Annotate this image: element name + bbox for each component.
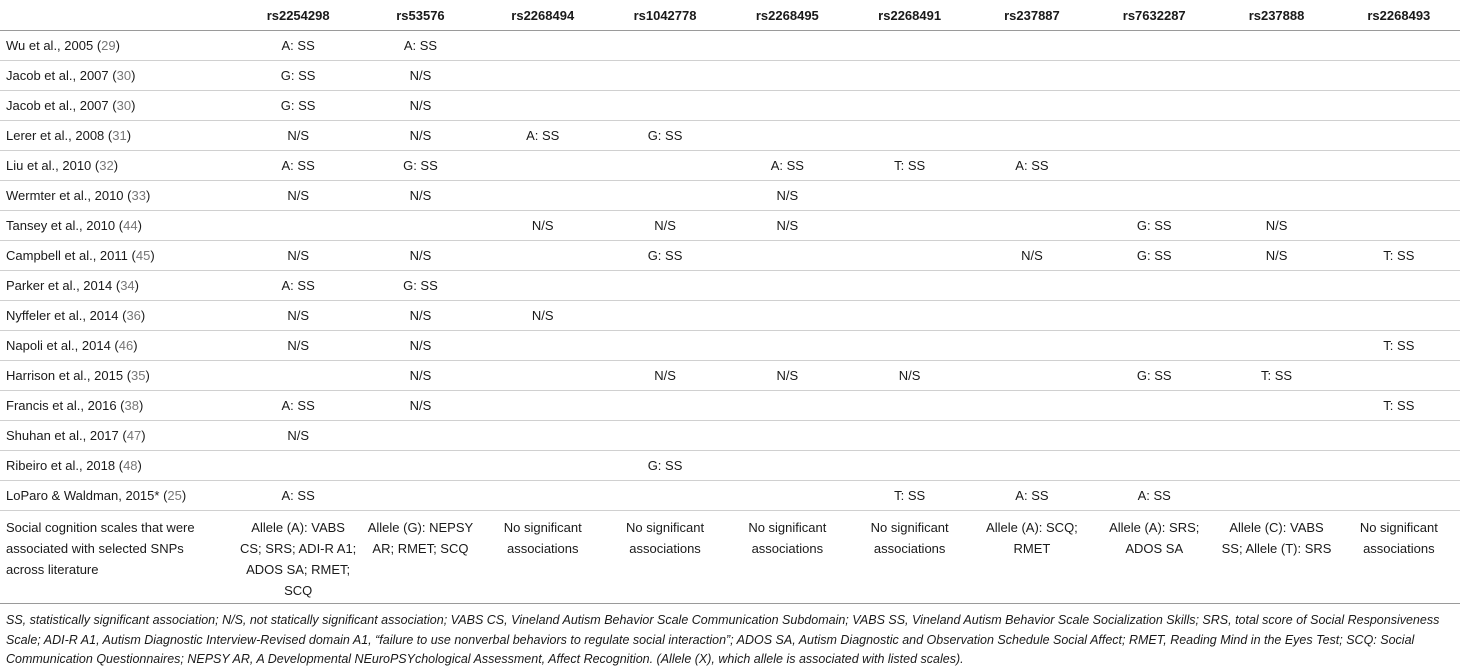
result-cell — [1338, 481, 1460, 511]
header-snp: rs237888 — [1215, 0, 1337, 31]
result-cell — [604, 421, 726, 451]
header-snp: rs2268493 — [1338, 0, 1460, 31]
result-cell: N/S — [726, 211, 848, 241]
result-cell — [1093, 421, 1215, 451]
result-cell: N/S — [604, 361, 726, 391]
result-cell — [726, 481, 848, 511]
summary-cell: No significant associations — [482, 511, 604, 604]
result-cell — [1093, 91, 1215, 121]
table-row — [0, 181, 1460, 211]
result-cell — [1215, 331, 1337, 361]
result-cell: N/S — [359, 91, 481, 121]
result-cell — [482, 31, 604, 61]
table-row — [0, 61, 1460, 91]
result-cell — [237, 361, 359, 391]
result-cell: G: SS — [1093, 241, 1215, 271]
table-row — [0, 121, 1460, 151]
result-cell — [237, 451, 359, 481]
reference-link[interactable]: 34 — [120, 278, 135, 293]
result-cell: A: SS — [237, 391, 359, 421]
reference-link[interactable]: 46 — [118, 338, 134, 353]
result-cell: A: SS — [359, 31, 481, 61]
result-cell — [1215, 451, 1337, 481]
result-cell: N/S — [726, 181, 848, 211]
result-cell: N/S — [1215, 241, 1337, 271]
study-cell: Jacob et al., 2007 (30) — [0, 61, 237, 91]
result-cell — [726, 421, 848, 451]
table-row — [0, 151, 1460, 181]
result-cell — [971, 211, 1093, 241]
summary-row — [0, 511, 1460, 604]
result-cell: N/S — [359, 61, 481, 91]
table-row — [0, 301, 1460, 331]
result-cell — [971, 121, 1093, 151]
study-name: Napoli et al., 2014 — [6, 338, 111, 353]
result-cell — [604, 31, 726, 61]
result-cell — [1093, 271, 1215, 301]
result-cell: N/S — [359, 331, 481, 361]
result-cell — [726, 271, 848, 301]
result-cell: N/S — [237, 331, 359, 361]
result-cell — [1093, 391, 1215, 421]
result-cell: A: SS — [971, 151, 1093, 181]
summary-cell: Allele (A): VABS CS; SRS; ADI-R A1; ADOS SA; RMET; SCQ — [237, 511, 359, 604]
result-cell: N/S — [848, 361, 970, 391]
study-name: LoParo & Waldman, 2015* — [6, 488, 160, 503]
result-cell — [971, 61, 1093, 91]
result-cell: N/S — [604, 211, 726, 241]
result-cell: N/S — [237, 241, 359, 271]
result-cell — [848, 31, 970, 61]
study-cell: Parker et al., 2014 (34) — [0, 271, 237, 301]
result-cell — [848, 391, 970, 421]
result-cell: A: SS — [1093, 481, 1215, 511]
result-cell: G: SS — [237, 91, 359, 121]
result-cell — [971, 181, 1093, 211]
study-cell: Lerer et al., 2008 (31) — [0, 121, 237, 151]
result-cell: N/S — [482, 211, 604, 241]
study-cell: Wermter et al., 2010 (33) — [0, 181, 237, 211]
table-row — [0, 241, 1460, 271]
study-name: Francis et al., 2016 — [6, 398, 117, 413]
reference-link[interactable]: 38 — [124, 398, 139, 413]
result-cell — [971, 451, 1093, 481]
result-cell — [726, 391, 848, 421]
result-cell — [482, 451, 604, 481]
result-cell — [1338, 271, 1460, 301]
header-snp: rs2268494 — [482, 0, 604, 31]
header-snp: rs53576 — [359, 0, 481, 31]
result-cell — [1338, 361, 1460, 391]
reference-link[interactable]: 30 — [116, 68, 132, 83]
result-cell — [1215, 121, 1337, 151]
result-cell — [359, 481, 481, 511]
result-cell: T: SS — [1338, 331, 1460, 361]
result-cell — [1093, 151, 1215, 181]
table-row — [0, 481, 1460, 511]
result-cell — [604, 331, 726, 361]
study-name: Ribeiro et al., 2018 — [6, 458, 116, 473]
result-cell: N/S — [359, 361, 481, 391]
result-cell — [482, 61, 604, 91]
summary-label: Social cognition scales that were associated with selected SNPs across literature — [0, 511, 237, 604]
result-cell — [1338, 31, 1460, 61]
summary-cell: No significant associations — [1338, 511, 1460, 604]
result-cell: G: SS — [359, 151, 481, 181]
result-cell — [482, 421, 604, 451]
study-cell: Liu et al., 2010 (32) — [0, 151, 237, 181]
result-cell — [1215, 271, 1337, 301]
result-cell — [482, 331, 604, 361]
result-cell — [971, 301, 1093, 331]
table-row — [0, 271, 1460, 301]
result-cell — [971, 391, 1093, 421]
result-cell — [1215, 151, 1337, 181]
study-name: Wu et al., 2005 — [6, 38, 94, 53]
result-cell — [604, 271, 726, 301]
result-cell: N/S — [237, 181, 359, 211]
table-body — [0, 31, 1460, 604]
table-footnote: SS, statistically significant association; N/S, not statically significant association; VABS CS, Vineland Autism Behavior Scale Communication Subdomain; VABS SS, Vineland Autism Behavior Scale Socialization Skills; SRS, total score of Social Responsiveness Scale; ADI-R A1, Autism Diagnostic Interview-Revised domain A1, “failure to use nonverbal behaviors to regulate social interaction”; ADOS SA, Autism Diagnostic and Observation Schedule Social Affect; RMET, Reading Mind in the Eyes Test; SCQ: Social Communication Questionnaires; NEPSY AR, A Developmental NEuroPSYchological Assessment, Affect Recognition. (Allele (X), which allele is associated with listed scales). — [6, 613, 1440, 666]
study-cell: Shuhan et al., 2017 (47) — [0, 421, 237, 451]
result-cell: N/S — [482, 301, 604, 331]
result-cell: G: SS — [359, 271, 481, 301]
header-snp: rs2268495 — [726, 0, 848, 31]
header-snp: rs7632287 — [1093, 0, 1215, 31]
result-cell — [726, 61, 848, 91]
result-cell — [359, 421, 481, 451]
result-cell: N/S — [971, 241, 1093, 271]
result-cell: T: SS — [1338, 241, 1460, 271]
result-cell: G: SS — [237, 61, 359, 91]
result-cell — [482, 91, 604, 121]
result-cell — [848, 241, 970, 271]
result-cell: A: SS — [237, 481, 359, 511]
result-cell — [848, 421, 970, 451]
study-cell: Campbell et al., 2011 (45) — [0, 241, 237, 271]
result-cell: G: SS — [604, 241, 726, 271]
result-cell — [482, 241, 604, 271]
result-cell — [1093, 121, 1215, 151]
result-cell: A: SS — [237, 31, 359, 61]
result-cell: A: SS — [482, 121, 604, 151]
table-row — [0, 91, 1460, 121]
result-cell — [848, 121, 970, 151]
table-row — [0, 451, 1460, 481]
result-cell — [726, 301, 848, 331]
study-name: Shuhan et al., 2017 — [6, 428, 119, 443]
result-cell — [848, 211, 970, 241]
table-row — [0, 211, 1460, 241]
result-cell: N/S — [359, 391, 481, 421]
study-name: Liu et al., 2010 — [6, 158, 92, 173]
result-cell — [848, 301, 970, 331]
result-cell: T: SS — [848, 481, 970, 511]
header-snp: rs2254298 — [237, 0, 359, 31]
study-cell: Tansey et al., 2010 (44) — [0, 211, 237, 241]
result-cell — [726, 241, 848, 271]
result-cell — [848, 91, 970, 121]
result-cell — [604, 151, 726, 181]
result-cell — [848, 451, 970, 481]
header-study — [0, 0, 237, 31]
summary-cell: Allele (A): SCQ; RMET — [971, 511, 1093, 604]
result-cell — [971, 31, 1093, 61]
reference-link[interactable]: 48 — [123, 458, 138, 473]
result-cell — [1093, 61, 1215, 91]
result-cell — [1338, 151, 1460, 181]
result-cell — [604, 91, 726, 121]
summary-cell: No significant associations — [604, 511, 726, 604]
study-cell: LoParo & Waldman, 2015* (25) — [0, 481, 237, 511]
result-cell — [1093, 181, 1215, 211]
result-cell: N/S — [237, 421, 359, 451]
result-cell — [971, 331, 1093, 361]
result-cell — [971, 361, 1093, 391]
result-cell — [1215, 31, 1337, 61]
result-cell: N/S — [726, 361, 848, 391]
result-cell: A: SS — [726, 151, 848, 181]
result-cell — [237, 211, 359, 241]
header-snp: rs237887 — [971, 0, 1093, 31]
result-cell: A: SS — [971, 481, 1093, 511]
header-snp: rs2268491 — [848, 0, 970, 31]
result-cell — [726, 121, 848, 151]
result-cell: N/S — [359, 241, 481, 271]
header-snp: rs1042778 — [604, 0, 726, 31]
result-cell — [1215, 421, 1337, 451]
result-cell — [482, 271, 604, 301]
result-cell — [971, 271, 1093, 301]
reference-link[interactable]: 33 — [131, 188, 146, 203]
result-cell — [1338, 451, 1460, 481]
study-cell: Harrison et al., 2015 (35) — [0, 361, 237, 391]
table-row — [0, 331, 1460, 361]
result-cell: N/S — [237, 121, 359, 151]
result-cell — [482, 391, 604, 421]
study-name: Harrison et al., 2015 — [6, 368, 124, 383]
result-cell — [1215, 91, 1337, 121]
result-cell — [482, 181, 604, 211]
result-cell: N/S — [1215, 211, 1337, 241]
result-cell — [482, 151, 604, 181]
result-cell — [482, 361, 604, 391]
study-name: Jacob et al., 2007 — [6, 68, 109, 83]
result-cell — [604, 181, 726, 211]
result-cell: T: SS — [1215, 361, 1337, 391]
result-cell: T: SS — [848, 151, 970, 181]
study-name: Jacob et al., 2007 — [6, 98, 109, 113]
result-cell — [1215, 301, 1337, 331]
result-cell — [1215, 61, 1337, 91]
result-cell: G: SS — [604, 121, 726, 151]
study-cell: Wu et al., 2005 (29) — [0, 31, 237, 61]
reference-link[interactable]: 45 — [135, 248, 151, 263]
result-cell — [1215, 481, 1337, 511]
reference-link[interactable]: 31 — [112, 128, 127, 143]
summary-cell: No significant associations — [726, 511, 848, 604]
table-row — [0, 391, 1460, 421]
result-cell — [848, 181, 970, 211]
reference-link[interactable]: 32 — [99, 158, 114, 173]
result-cell — [848, 331, 970, 361]
summary-cell: Allele (G): NEPSY AR; RMET; SCQ — [359, 511, 481, 604]
result-cell — [604, 301, 726, 331]
result-cell — [359, 211, 481, 241]
result-cell: N/S — [237, 301, 359, 331]
result-cell: N/S — [359, 181, 481, 211]
result-cell — [1338, 61, 1460, 91]
table-row — [0, 31, 1460, 61]
reference-link[interactable]: 36 — [126, 308, 141, 323]
result-cell: N/S — [359, 121, 481, 151]
reference-link[interactable]: 47 — [126, 428, 142, 443]
study-name: Nyffeler et al., 2014 — [6, 308, 119, 323]
result-cell — [848, 271, 970, 301]
result-cell — [1215, 391, 1337, 421]
result-cell — [604, 391, 726, 421]
result-cell — [1338, 301, 1460, 331]
result-cell — [1093, 451, 1215, 481]
result-cell — [1093, 31, 1215, 61]
result-cell — [971, 91, 1093, 121]
result-cell — [1338, 211, 1460, 241]
study-cell: Nyffeler et al., 2014 (36) — [0, 301, 237, 331]
result-cell — [1215, 181, 1337, 211]
result-cell — [604, 61, 726, 91]
result-cell — [726, 451, 848, 481]
result-cell: G: SS — [1093, 361, 1215, 391]
result-cell: A: SS — [237, 151, 359, 181]
study-cell: Jacob et al., 2007 (30) — [0, 91, 237, 121]
reference-link[interactable]: 30 — [116, 98, 132, 113]
result-cell — [1093, 331, 1215, 361]
result-cell: A: SS — [237, 271, 359, 301]
table-row — [0, 361, 1460, 391]
result-cell — [726, 331, 848, 361]
result-cell — [604, 481, 726, 511]
result-cell — [1338, 121, 1460, 151]
reference-link[interactable]: 25 — [167, 488, 182, 503]
result-cell — [359, 451, 481, 481]
study-name: Parker et al., 2014 — [6, 278, 113, 293]
result-cell — [1338, 421, 1460, 451]
study-name: Wermter et al., 2010 — [6, 188, 124, 203]
study-name: Tansey et al., 2010 — [6, 218, 116, 233]
header-row — [0, 0, 1460, 31]
result-cell — [1338, 181, 1460, 211]
study-cell: Francis et al., 2016 (38) — [0, 391, 237, 421]
study-name: Lerer et al., 2008 — [6, 128, 105, 143]
reference-link[interactable]: 29 — [101, 38, 116, 53]
result-cell — [1338, 91, 1460, 121]
summary-cell: Allele (C): VABS SS; Allele (T): SRS — [1215, 511, 1337, 604]
result-cell: T: SS — [1338, 391, 1460, 421]
study-cell: Ribeiro et al., 2018 (48) — [0, 451, 237, 481]
result-cell — [848, 61, 970, 91]
result-cell — [1093, 301, 1215, 331]
result-cell — [971, 421, 1093, 451]
result-cell: G: SS — [1093, 211, 1215, 241]
summary-cell: No significant associations — [848, 511, 970, 604]
reference-link[interactable]: 35 — [131, 368, 146, 383]
table-row — [0, 421, 1460, 451]
study-cell: Napoli et al., 2014 (46) — [0, 331, 237, 361]
result-cell — [726, 91, 848, 121]
result-cell: G: SS — [604, 451, 726, 481]
study-name: Campbell et al., 2011 — [6, 248, 128, 263]
result-cell — [726, 31, 848, 61]
result-cell — [482, 481, 604, 511]
summary-cell: Allele (A): SRS; ADOS SA — [1093, 511, 1215, 604]
result-cell: N/S — [359, 301, 481, 331]
reference-link[interactable]: 44 — [123, 218, 138, 233]
